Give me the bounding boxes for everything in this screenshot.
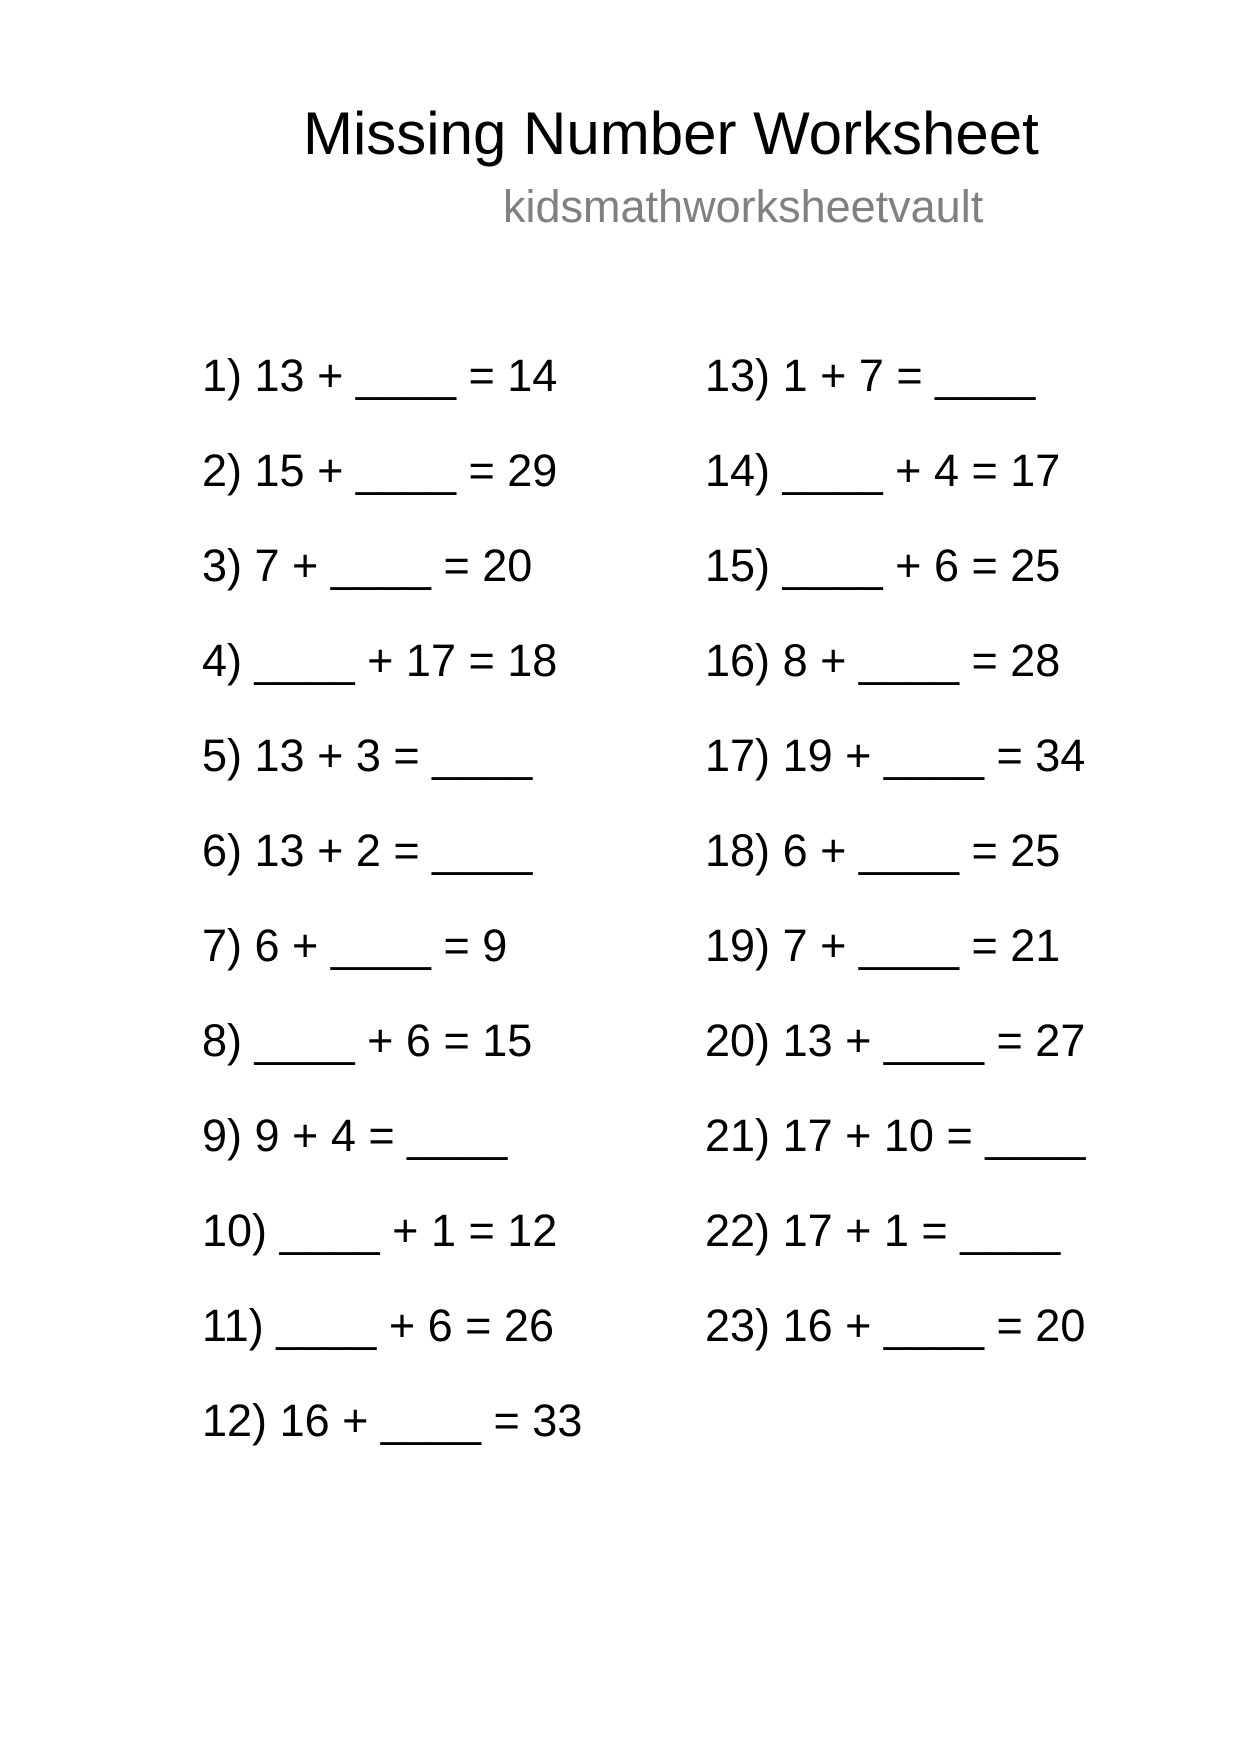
problem-equation: ____ + 6 = 15: [254, 1015, 533, 1066]
problem-number: 11): [202, 1300, 264, 1351]
problem-number: 22): [705, 1205, 771, 1256]
problem-8: [202, 1015, 582, 1113]
problem-equation: ____ + 4 = 17: [782, 445, 1061, 496]
problem-number: 23): [705, 1300, 771, 1351]
problem-2: [202, 445, 582, 543]
problem-20: [705, 1015, 1086, 1113]
problem-number: 20): [705, 1015, 771, 1066]
problem-number: 14): [705, 445, 771, 496]
problem-5: [202, 730, 582, 828]
problem-number: 7): [202, 920, 243, 971]
problem-equation: 17 + 1 = ____: [782, 1205, 1061, 1256]
problem-number: 12): [202, 1395, 268, 1446]
problem-equation: 19 + ____ = 34: [782, 730, 1086, 781]
problem-equation: ____ + 17 = 18: [254, 635, 558, 686]
problem-number: 16): [705, 635, 771, 686]
page-title: Missing Number Worksheet: [303, 100, 1039, 167]
problem-equation: 6 + ____ = 25: [782, 825, 1061, 876]
problems-column-right: [705, 350, 1086, 1398]
problem-equation: ____ + 1 = 12: [279, 1205, 558, 1256]
problem-number: 9): [202, 1110, 243, 1161]
problem-number: 2): [202, 445, 243, 496]
problem-18: [705, 825, 1085, 923]
problem-21: [705, 1110, 1086, 1208]
problem-number: 13): [705, 350, 771, 401]
problem-12: [202, 1395, 583, 1493]
problem-number: 6): [202, 825, 243, 876]
problem-number: 4): [202, 635, 243, 686]
problem-number: 10): [202, 1205, 268, 1256]
problem-equation: ____ + 6 = 26: [276, 1300, 554, 1351]
problem-equation: 1 + 7 = ____: [782, 350, 1036, 401]
problems-column-left: [202, 350, 583, 1493]
problem-4: [202, 635, 582, 733]
problem-number: 3): [202, 540, 243, 591]
problem-equation: 17 + 10 = ____: [782, 1110, 1086, 1161]
problem-equation: 8 + ____ = 28: [782, 635, 1061, 686]
problem-number: 17): [705, 730, 771, 781]
problem-16: [705, 635, 1085, 733]
problem-10: [202, 1205, 582, 1303]
problem-equation: 6 + ____ = 9: [254, 920, 508, 971]
problem-19: [705, 920, 1085, 1018]
problem-number: 5): [202, 730, 243, 781]
problem-15: [705, 540, 1085, 638]
problem-equation: 13 + 3 = ____: [254, 730, 533, 781]
problem-number: 8): [202, 1015, 243, 1066]
problem-equation: 16 + ____ = 33: [279, 1395, 583, 1446]
problem-equation: 13 + ____ = 14: [254, 350, 558, 401]
problem-7: [202, 920, 582, 1018]
problem-number: 19): [705, 920, 771, 971]
problem-6: [202, 825, 582, 923]
problem-equation: 9 + 4 = ____: [254, 1110, 508, 1161]
problem-equation: 7 + ____ = 20: [254, 540, 533, 591]
problem-17: [705, 730, 1086, 828]
problem-11: [202, 1300, 582, 1398]
problem-22: [705, 1205, 1085, 1303]
site-watermark: kidsmathworksheetvault: [503, 181, 984, 232]
problem-number: 21): [705, 1110, 771, 1161]
problem-equation: 15 + ____ = 29: [254, 445, 558, 496]
problem-number: 15): [705, 540, 771, 591]
problem-equation: 13 + ____ = 27: [782, 1015, 1086, 1066]
problem-13: [705, 350, 1085, 448]
problem-9: [202, 1110, 582, 1208]
problem-23: [705, 1300, 1086, 1398]
problem-equation: 13 + 2 = ____: [254, 825, 533, 876]
problem-equation: ____ + 6 = 25: [782, 540, 1061, 591]
problem-number: 18): [705, 825, 771, 876]
problem-number: 1): [202, 350, 243, 401]
problem-equation: 7 + ____ = 21: [782, 920, 1061, 971]
problem-equation: 16 + ____ = 20: [782, 1300, 1086, 1351]
problem-3: [202, 540, 582, 638]
problem-14: [705, 445, 1085, 543]
problem-1: [202, 350, 582, 448]
